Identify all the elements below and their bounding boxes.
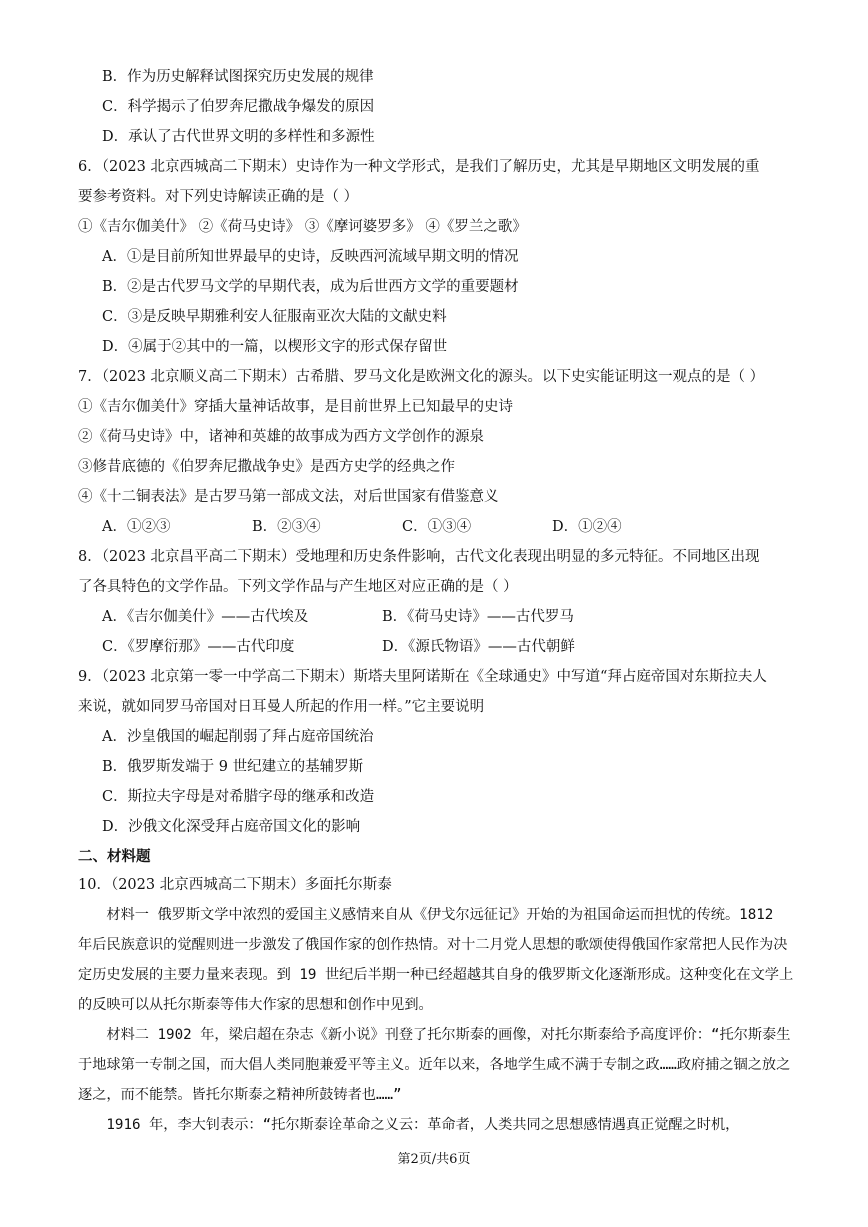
q10-stem: 10．（2023 北京西城高二下期末）多面托尔斯泰	[78, 877, 392, 893]
q6-stem-line1: 6．（2023 北京西城高二下期末）史诗作为一种文学形式，是我们了解历史，尤其是早期地区文明发展的重	[78, 159, 760, 175]
page-content	[78, 62, 794, 1140]
q5-option-b: B．作为历史解释试图探究历史发展的规律	[102, 69, 374, 85]
q7-item-3: ③修昔底德的《伯罗奔尼撒战争史》是西方史学的经典之作	[78, 459, 455, 475]
q7-option-d: D．①②④	[552, 519, 622, 535]
q7-option-a: A．①②③	[102, 519, 171, 535]
q9-option-d: D．沙俄文化深受拜占庭帝国文化的影响	[102, 819, 361, 835]
q6-option-c: C．③是反映早期雅利安人征服南亚次大陆的文献史料	[102, 309, 447, 325]
q10-material-1: 材料一 俄罗斯文学中浓烈的爱国主义感情来自从《伊戈尔远征记》开始的为祖国命运而担忧的传统。1812 年后民族意识的觉醒则进一步激发了俄国作家的创作热情。对十二月党人思想的歌颂使得俄国作家常把人民作为决定历史发展的主要力量来表现。到 19 世纪后半期一种已经超越其自身的俄罗斯文化逐渐形成。这种变化在文学上的反映可以从托尔斯泰等伟大作家的思想和创作中见到。	[78, 907, 794, 1013]
q6-stem-line2: 要参考资料。对下列史诗解读正确的是（ ）	[78, 189, 359, 205]
q8-stem-line1: 8．（2023 北京昌平高二下期末）受地理和历史条件影响，古代文化表现出明显的多元特征。不同地区出现	[78, 549, 760, 565]
q7-item-4: ④《十二铜表法》是古罗马第一部成文法，对后世国家有借鉴意义	[78, 489, 499, 505]
q7-stem: 7．（2023 北京顺义高二下期末）古希腊、罗马文化是欧洲文化的源头。以下史实能证明这一观点的是（ ）	[78, 369, 765, 385]
q8-option-d: D．《源氏物语》——古代朝鲜	[382, 639, 575, 655]
q5-option-d: D．承认了古代世界文明的多样性和多源性	[102, 129, 375, 145]
q7-option-b: B．②③④	[252, 519, 321, 535]
q9-option-a: A．沙皇俄国的崛起削弱了拜占庭帝国统治	[102, 729, 374, 745]
q5-option-c: C．科学揭示了伯罗奔尼撒战争爆发的原因	[102, 99, 375, 115]
q6-option-b: B．②是古代罗马文学的早期代表，成为后世西方文学的重要题材	[102, 279, 519, 295]
q6-option-d: D．④属于②其中的一篇，以楔形文字的形式保存留世	[102, 339, 448, 355]
q7-options	[78, 512, 794, 542]
q7-item-1: ①《吉尔伽美什》穿插大量神话故事，是目前世界上已知最早的史诗	[78, 399, 513, 415]
q7-option-c: C．①③④	[402, 519, 472, 535]
q8-option-c: C．《罗摩衍那》——古代印度	[102, 639, 295, 655]
q8-options-row2	[78, 632, 794, 662]
q8-options-row1	[78, 602, 794, 632]
q10-material-2: 材料二 1902 年，梁启超在杂志《新小说》刊登了托尔斯泰的画像，对托尔斯泰给予高度评价：“托尔斯泰生于地球第一专制之国，而大倡人类同胞兼爱平等主义。近年以来，各地学生咸不满于专制之政……政府捕之锢之放之逐之，而不能禁。皆托尔斯泰之精神所鼓铸者也……”	[78, 1027, 791, 1103]
q10-material-3: 1916 年，李大钊表示：“托尔斯泰诠革命之义云：革命者，人类共同之思想感情遇真正觉醒之时机，	[106, 1117, 740, 1133]
q7-item-2: ②《荷马史诗》中，诸神和英雄的故事成为西方文学创作的源泉	[78, 429, 484, 445]
q8-option-b: B．《荷马史诗》——古代罗马	[382, 609, 574, 625]
q9-option-c: C．斯拉夫字母是对希腊字母的继承和改造	[102, 789, 375, 805]
q6-items: ①《吉尔伽美什》 ②《荷马史诗》 ③《摩诃婆罗多》 ④《罗兰之歌》	[78, 219, 527, 235]
q8-stem-line2: 了各具特色的文学作品。下列文学作品与产生地区对应正确的是（ ）	[78, 579, 518, 595]
q6-option-a: A．①是目前所知世界最早的史诗，反映西河流域早期文明的情况	[102, 249, 519, 265]
page-footer: 第2页/共6页	[397, 1152, 471, 1167]
q9-stem-line2: 来说，就如同罗马帝国对日耳曼人所起的作用一样。”它主要说明	[78, 699, 485, 715]
section-heading: 二、材料题	[78, 849, 151, 865]
q9-stem-line1: 9．（2023 北京第一零一中学高二下期末）斯塔夫里阿诺斯在《全球通史》中写道“拜占庭帝国对东斯拉夫人	[78, 669, 767, 685]
q8-option-a: A．《吉尔伽美什》——古代埃及	[102, 609, 309, 625]
q9-option-b: B．俄罗斯发端于 9 世纪建立的基辅罗斯	[102, 759, 364, 775]
